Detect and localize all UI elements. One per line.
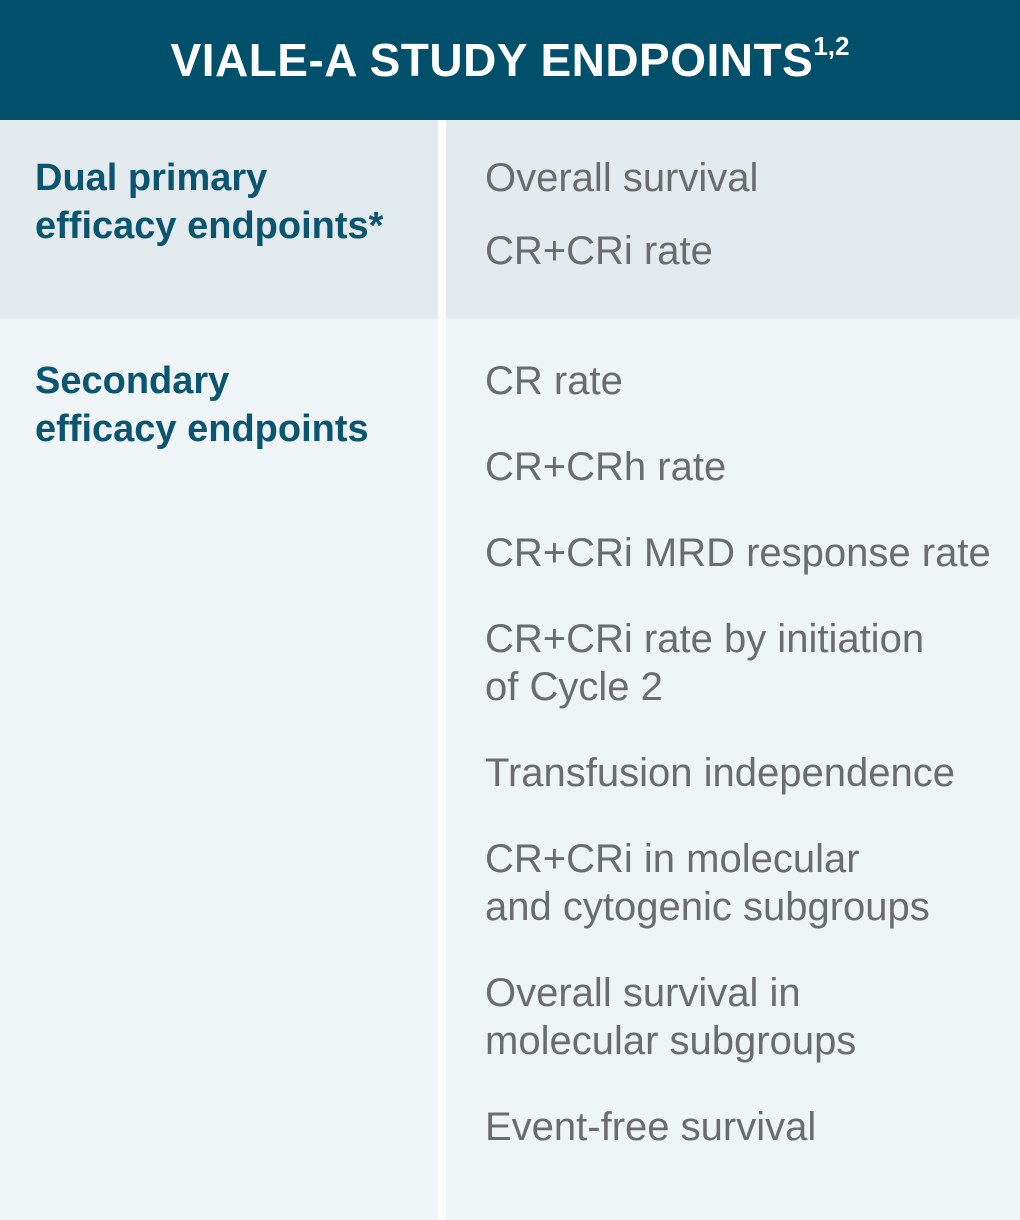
endpoint-line: CR+CRi rate: [485, 229, 713, 273]
column-divider: [438, 120, 446, 319]
endpoint-item: [485, 529, 994, 577]
endpoint-line: Overall survival in: [485, 971, 801, 1015]
row-label-line: Dual primary: [35, 157, 268, 199]
endpoint-item: [485, 835, 994, 931]
title-reference-superscript: 1,2: [813, 31, 850, 61]
endpoint-item: [485, 227, 994, 275]
endpoint-item: [485, 1103, 994, 1151]
table-title-text: VIALE-A STUDY ENDPOINTS: [170, 34, 814, 86]
column-divider: [438, 319, 446, 1220]
endpoint-item: [485, 154, 994, 202]
endpoint-line: CR+CRh rate: [485, 445, 727, 489]
endpoint-line: CR rate: [485, 359, 623, 403]
endpoint-line: molecular subgroups: [485, 1019, 857, 1063]
endpoint-item: [485, 969, 994, 1065]
row-label-line: Secondary: [35, 360, 230, 402]
endpoint-item: [485, 615, 994, 711]
endpoint-item: [485, 357, 994, 405]
endpoint-item: [485, 443, 994, 491]
row-label: [0, 120, 438, 319]
endpoint-item: [485, 749, 994, 797]
endpoint-line: Event-free survival: [485, 1105, 817, 1149]
endpoint-line: Overall survival: [485, 156, 759, 200]
row-dual-primary-endpoints: [0, 120, 1020, 319]
endpoint-line: CR+CRi rate by initiation: [485, 617, 925, 661]
row-label-line: efficacy endpoints*: [35, 205, 384, 247]
endpoint-line: and cytogenic subgroups: [485, 885, 930, 929]
table-title: [171, 33, 850, 87]
row-secondary-endpoints: [0, 319, 1020, 1220]
endpoint-line: CR+CRi in molecular: [485, 837, 860, 881]
endpoint-line: Transfusion independence: [485, 751, 955, 795]
endpoint-line: of Cycle 2: [485, 665, 663, 709]
table-header-bar: [0, 0, 1020, 120]
row-label: [0, 319, 438, 1220]
endpoint-line: CR+CRi MRD response rate: [485, 531, 991, 575]
endpoint-list: [446, 319, 1020, 1220]
row-label-line: efficacy endpoints: [35, 408, 369, 450]
endpoint-list: [446, 120, 1020, 319]
